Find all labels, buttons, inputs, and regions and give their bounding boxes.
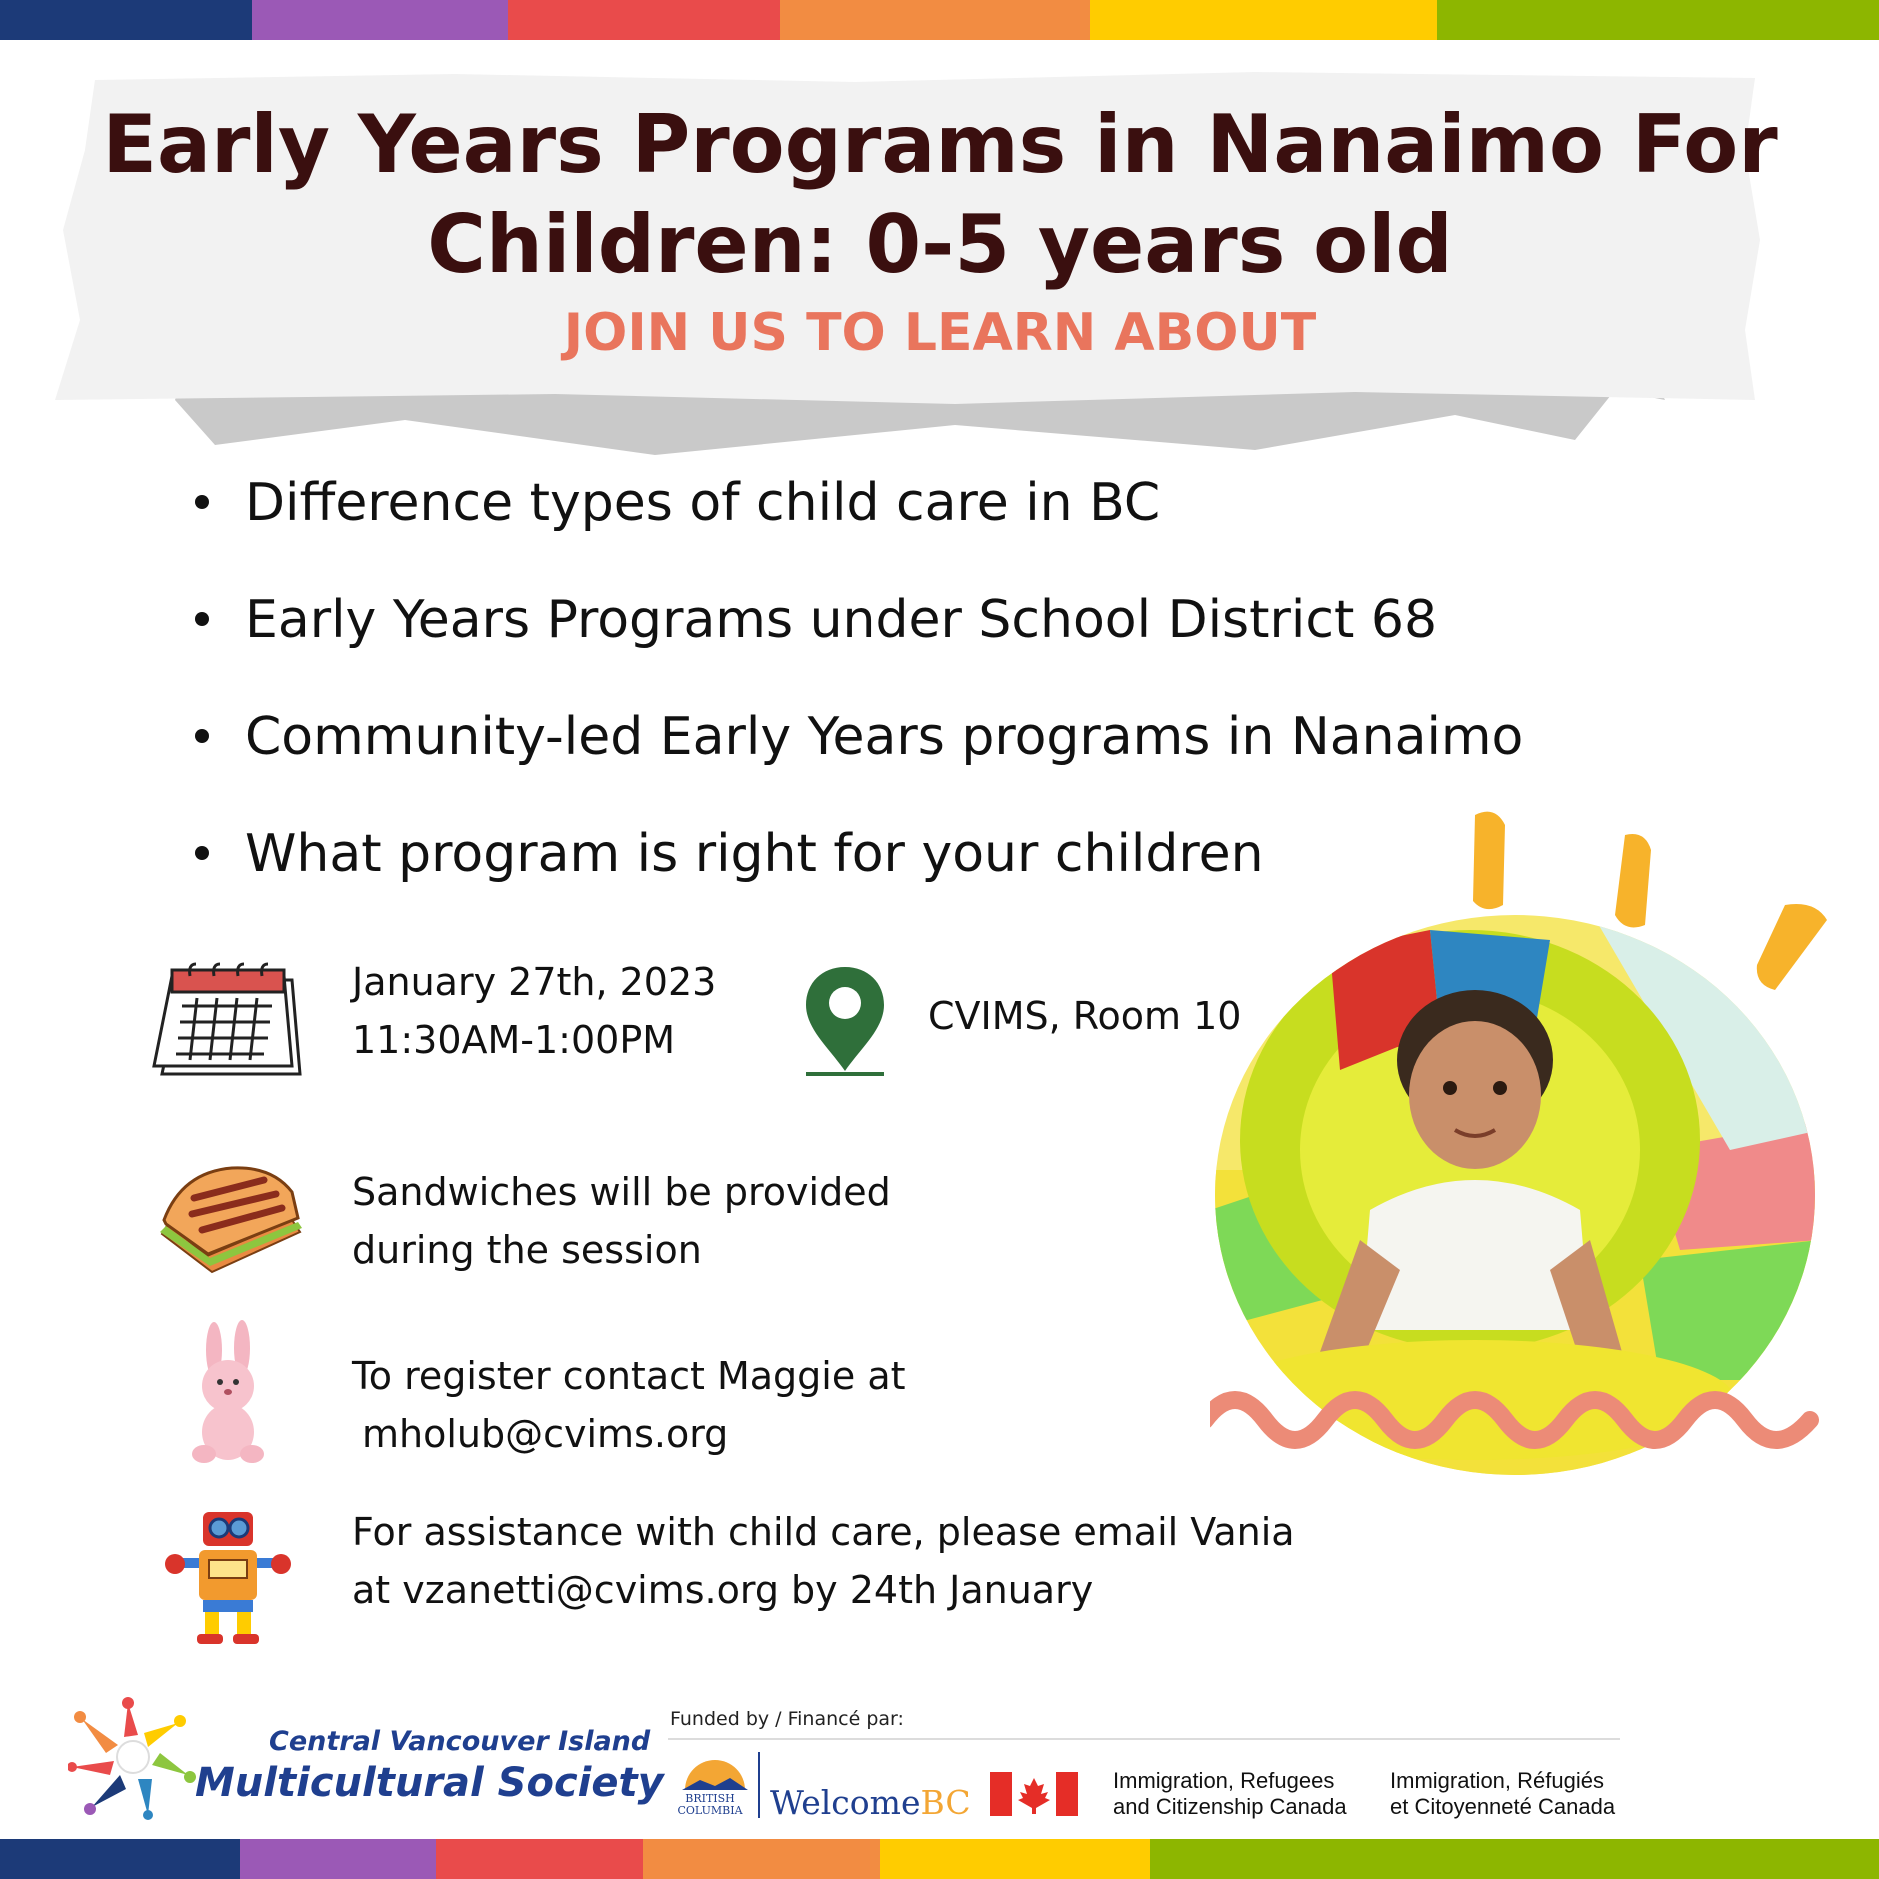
funded-by-label: Funded by / Financé par: bbox=[670, 1708, 904, 1730]
assist-line1: For assistance with child care, please email Vania bbox=[352, 1510, 1295, 1554]
bottom-color-stripe bbox=[0, 1839, 1879, 1879]
topic-item bbox=[195, 796, 1523, 913]
topic-text: Difference types of child care in BC bbox=[245, 473, 1161, 533]
robot-icon bbox=[163, 1508, 293, 1648]
calendar-icon bbox=[152, 962, 302, 1082]
divider bbox=[758, 1752, 760, 1818]
sandwich-icon bbox=[152, 1162, 307, 1282]
stripe-navy bbox=[0, 0, 252, 40]
register-line1: To register contact Maggie at bbox=[352, 1354, 906, 1398]
bunny-icon bbox=[188, 1320, 268, 1470]
bullet-icon bbox=[195, 729, 209, 743]
sun-rays-decoration bbox=[1455, 805, 1835, 1015]
ircc-en-line2: and Citizenship Canada bbox=[1113, 1794, 1347, 1819]
ircc-fr-line1: Immigration, Réfugiés bbox=[1390, 1768, 1604, 1793]
header bbox=[70, 95, 1810, 365]
top-color-stripe bbox=[0, 0, 1879, 40]
food-note bbox=[352, 1163, 891, 1279]
stripe-navy bbox=[0, 1839, 240, 1879]
stripe-green bbox=[1437, 0, 1879, 40]
stripe-yellow bbox=[1090, 0, 1437, 40]
cvims-logo-icon bbox=[68, 1695, 198, 1820]
bullet-icon bbox=[195, 495, 209, 509]
page-title-line2: Children: 0-5 years old bbox=[427, 198, 1453, 291]
ircc-en-line1: Immigration, Refugees bbox=[1113, 1768, 1335, 1793]
stripe-purple bbox=[240, 1839, 436, 1879]
food-note-line2: during the session bbox=[352, 1228, 702, 1272]
stripe-purple bbox=[252, 0, 508, 40]
event-time: 11:30AM-1:00PM bbox=[352, 1018, 676, 1062]
bc-logo-text bbox=[670, 1793, 750, 1817]
page-subtitle: JOIN US TO LEARN ABOUT bbox=[563, 303, 1317, 363]
topic-text: What program is right for your children bbox=[245, 824, 1264, 884]
topic-item bbox=[195, 562, 1523, 679]
bc-sun-logo-icon bbox=[680, 1750, 750, 1794]
welcomebc-logo bbox=[770, 1783, 971, 1822]
stripe-yellow bbox=[880, 1839, 1150, 1879]
page-title-line1: Early Years Programs in Nanaimo For bbox=[102, 98, 1778, 191]
event-date: January 27th, 2023 bbox=[352, 960, 717, 1004]
topic-text: Early Years Programs under School District 68 bbox=[245, 590, 1438, 650]
stripe-green bbox=[1150, 1839, 1879, 1879]
stripe-red bbox=[508, 0, 780, 40]
location-pin-icon bbox=[800, 963, 890, 1078]
stripe-orange bbox=[643, 1839, 880, 1879]
event-location: CVIMS, Room 10 bbox=[928, 994, 1242, 1038]
topic-list bbox=[195, 445, 1523, 913]
org-name bbox=[195, 1725, 664, 1807]
topic-item bbox=[195, 679, 1523, 796]
bc-line1: BRITISH bbox=[685, 1792, 735, 1805]
event-datetime bbox=[352, 953, 716, 1069]
welcome-text: Welcome bbox=[770, 1783, 921, 1822]
topic-text: Community-led Early Years programs in Nanaimo bbox=[245, 707, 1524, 767]
ircc-english bbox=[1113, 1768, 1347, 1820]
bc-text: BC bbox=[920, 1783, 971, 1822]
bullet-icon bbox=[195, 612, 209, 626]
bullet-icon bbox=[195, 846, 209, 860]
stripe-red bbox=[436, 1839, 643, 1879]
ircc-french bbox=[1390, 1768, 1615, 1820]
bc-line2: COLUMBIA bbox=[677, 1804, 743, 1817]
assist-line2: at vzanetti@cvims.org by 24th January bbox=[352, 1568, 1094, 1612]
register-email: mholub@cvims.org bbox=[362, 1412, 729, 1456]
assist-note bbox=[352, 1503, 1295, 1619]
divider bbox=[668, 1738, 1620, 1740]
org-name-line2: Multicultural Society bbox=[195, 1760, 664, 1806]
org-name-line1: Central Vancouver Island bbox=[269, 1726, 651, 1757]
canada-flag-icon bbox=[990, 1772, 1078, 1816]
ircc-fr-line2: et Citoyenneté Canada bbox=[1390, 1794, 1616, 1819]
topic-item bbox=[195, 445, 1523, 562]
food-note-line1: Sandwiches will be provided bbox=[352, 1170, 891, 1214]
stripe-orange bbox=[780, 0, 1090, 40]
register-note bbox=[352, 1347, 906, 1463]
